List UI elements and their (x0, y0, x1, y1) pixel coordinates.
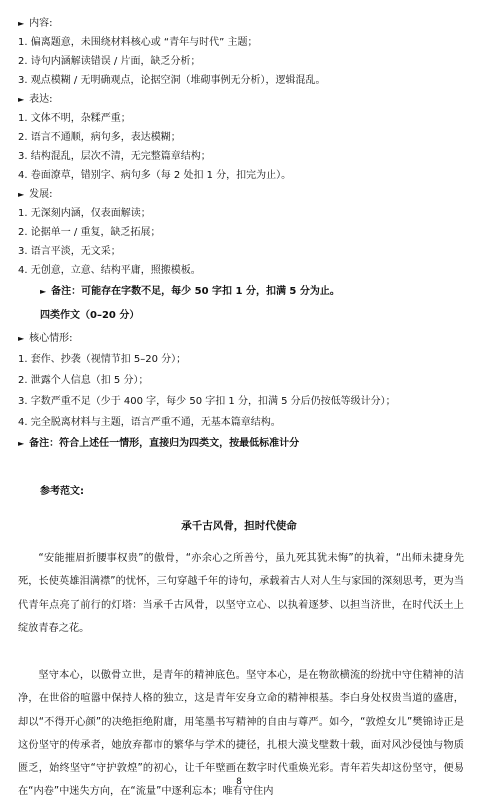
reference-label: 参考范文: (40, 486, 84, 497)
grade4-title: 四类作文（0–20 分） (40, 310, 140, 321)
list-item: 1. 偏离题意，未围绕材料核心或 “青年与时代” 主题； (18, 37, 258, 48)
list-item: 1. 文体不明，杂糅严重； (18, 113, 131, 124)
note-2: ► 备注：符合上述任一情形，直接归为四类文，按最低标准计分 (18, 438, 300, 449)
triangle-bullet-icon: ► (18, 19, 25, 28)
essay-paragraph: 坚守本心，以傲骨立世，是青年的精神底色。坚守本心，是在物欲横流的纷扰中守住精神的洁净，在世俗的喧嚣中保持人格的独立，这是青年安身立命的精神根基。李白身处权贵当道的盛唐，却以“不得开心颜”的决绝拒绝附庸，用笔墨书写精神的自由与尊严。如今，“敦煌女儿”樊锦诗正是这份坚守的传承者，她放弃都市的繁华与学术的捷径，扎根大漠戈壁数十载，面对风沙侵蚀与物质匮乏，始终坚守“守护敦煌”的初心，让千年壁画在数字时代重焕光彩。青年若失却这份坚守，便易在“内卷”中迷失方向，在“流量”中逐利忘本；唯有守住内 (18, 670, 464, 798)
triangle-bullet-icon: ► (18, 95, 25, 104)
list-item: 4. 无创意，立意、结构平庸，照搬模板。 (18, 265, 201, 276)
development-header: ► 发展: (18, 189, 53, 200)
expression-header: ► 表达: (18, 94, 53, 105)
list-item: 4. 卷面潦草，错别字、病句多（每 2 处扣 1 分，扣完为止）。 (18, 170, 292, 181)
list-item: 2. 语言不通顺，病句多，表达模糊； (18, 132, 181, 143)
list-item: 2. 泄露个人信息（扣 5 分）； (18, 375, 149, 386)
triangle-bullet-icon: ► (18, 439, 25, 448)
content-header: ► 内容: (18, 18, 53, 29)
note-1: ► 备注：可能存在字数不足，每少 50 字扣 1 分，扣满 5 分为止。 (40, 286, 340, 297)
essay-title: 承千古风骨，担时代使命 (181, 520, 297, 532)
triangle-bullet-icon: ► (18, 334, 25, 343)
list-item: 3. 语言平淡，无文采； (18, 246, 121, 257)
core-header: ► 核心情形: (18, 333, 73, 344)
triangle-bullet-icon: ► (18, 190, 25, 199)
page-number: 8 (236, 777, 242, 787)
list-item: 2. 诗句内涵解读错误 / 片面，缺乏分析； (18, 56, 201, 67)
list-item: 4. 完全脱离材料与主题，语言严重不通，无基本篇章结构。 (18, 417, 281, 428)
essay-paragraph: “安能摧眉折腰事权贵”的傲骨，“亦余心之所善兮，虽九死其犹未悔”的执着，“出师未捷身先死，长使英雄泪满襟”的忧怀，三句穿越千年的诗句，承载着古人对人生与家国的深刻思考，更为当代青年点亮了前行的灯塔：当承千古风骨，以坚守立心、以执着逐梦、以担当济世，在时代沃土上绽放青春之花。 (18, 553, 464, 634)
list-item: 3. 观点模糊 / 无明确观点，论据空洞（堆砌事例无分析），逻辑混乱。 (18, 75, 326, 86)
list-item: 3. 字数严重不足（少于 400 字，每少 50 字扣 1 分，扣满 5 分后仍按低等级计分）； (18, 396, 396, 407)
triangle-bullet-icon: ► (40, 287, 47, 296)
list-item: 2. 论据单一 / 重复，缺乏拓展； (18, 227, 161, 238)
list-item: 1. 套作、抄袭（视情节扣 5–20 分）； (18, 354, 187, 365)
list-item: 3. 结构混乱，层次不清，无完整篇章结构； (18, 151, 211, 162)
list-item: 1. 无深刻内涵，仅表面解读； (18, 208, 151, 219)
